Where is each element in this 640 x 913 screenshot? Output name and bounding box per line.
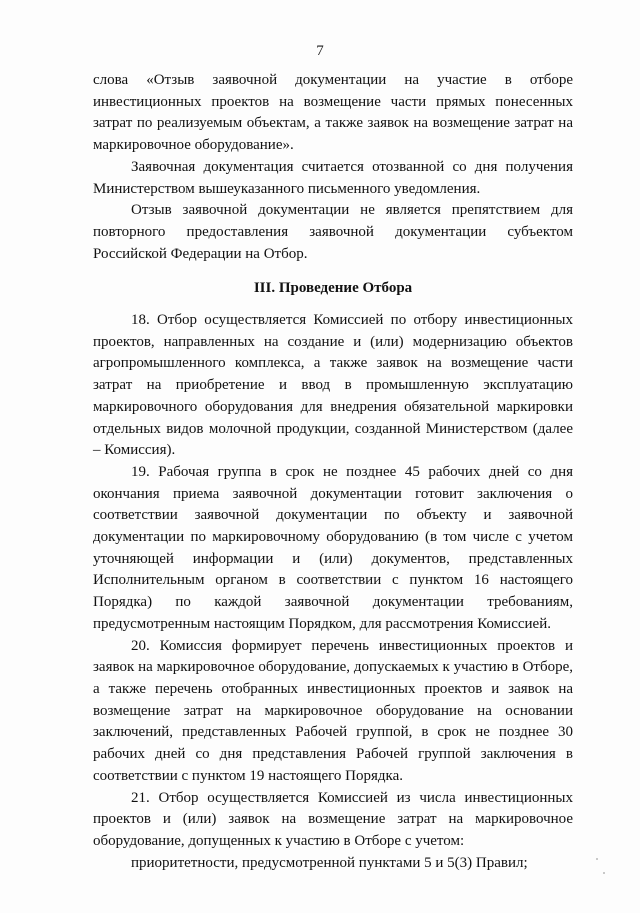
- paragraph-19: 19. Рабочая группа в срок не позднее 45 рабочих дней со дня окончания приема заявочной документации готовит заключения о соответствии заявочной документации по объекту и заявочной документации по маркировочному оборудованию (в том числе с учетом уточняющей информации и (или) документов, представленных Исполнительным органом в соответствии с пунктом 16 настоящего Порядка) по каждой заявочной документации требованиям, предусмотренным настоящим Порядком, для рассмотрения Комиссией.: [93, 463, 573, 632]
- paragraph-continuation: слова «Отзыв заявочной документации на участие в отборе инвестиционных проектов на возмещение части прямых понесенных затрат по реализуемым объектам, а также заявок на возмещение затрат на маркировочное оборудование».: [93, 72, 573, 154]
- scan-speck: [596, 858, 598, 860]
- page-number: 7: [316, 43, 324, 59]
- paragraph-withdrawal-resubmission: Отзыв заявочной документации не является препятствием для повторного предоставления заявочной документации субъектом Российской Федерации на Отбор.: [93, 202, 573, 262]
- paragraph-18: 18. Отбор осуществляется Комиссией по отбору инвестиционных проектов, направленных на создание и (или) модернизацию объектов агропромышленного комплекса, а также заявок на возмещение части затрат на приобретение и ввод в промышленную эксплуатацию маркировочного оборудования для внедрения обязательной маркировки отдельных видов молочной продукции, созданной Министерством (далее – Комиссия).: [93, 312, 573, 459]
- paragraph-21-item-priority: приоритетности, предусмотренной пунктами 5 и 5(3) Правил;: [131, 854, 528, 871]
- scan-speck: [603, 872, 605, 874]
- document-body: [93, 70, 573, 874]
- section-title: III. Проведение Отбора: [253, 280, 413, 297]
- paragraph-20: 20. Комиссия формирует перечень инвестиционных проектов и заявок на маркировочное оборудование, допускаемых к участию в Отборе, а также перечень отобранных инвестиционных проектов и заявок на возмещение затрат на маркировочное оборудование на основании заключений, представленных Рабочей группой, в срок не позднее 30 рабочих дней со дня представления Рабочей группой заключения в соответствии с пунктом 19 настоящего Порядка.: [93, 637, 573, 784]
- paragraph-withdrawal-date: Заявочная документация считается отозванной со дня получения Министерством вышеуказанного письменного уведомления.: [93, 158, 573, 197]
- paragraph-21: 21. Отбор осуществляется Комиссией из числа инвестиционных проектов и (или) заявок на возмещение затрат на маркировочное оборудование, допущенных к участию в Отборе с учетом:: [93, 789, 573, 849]
